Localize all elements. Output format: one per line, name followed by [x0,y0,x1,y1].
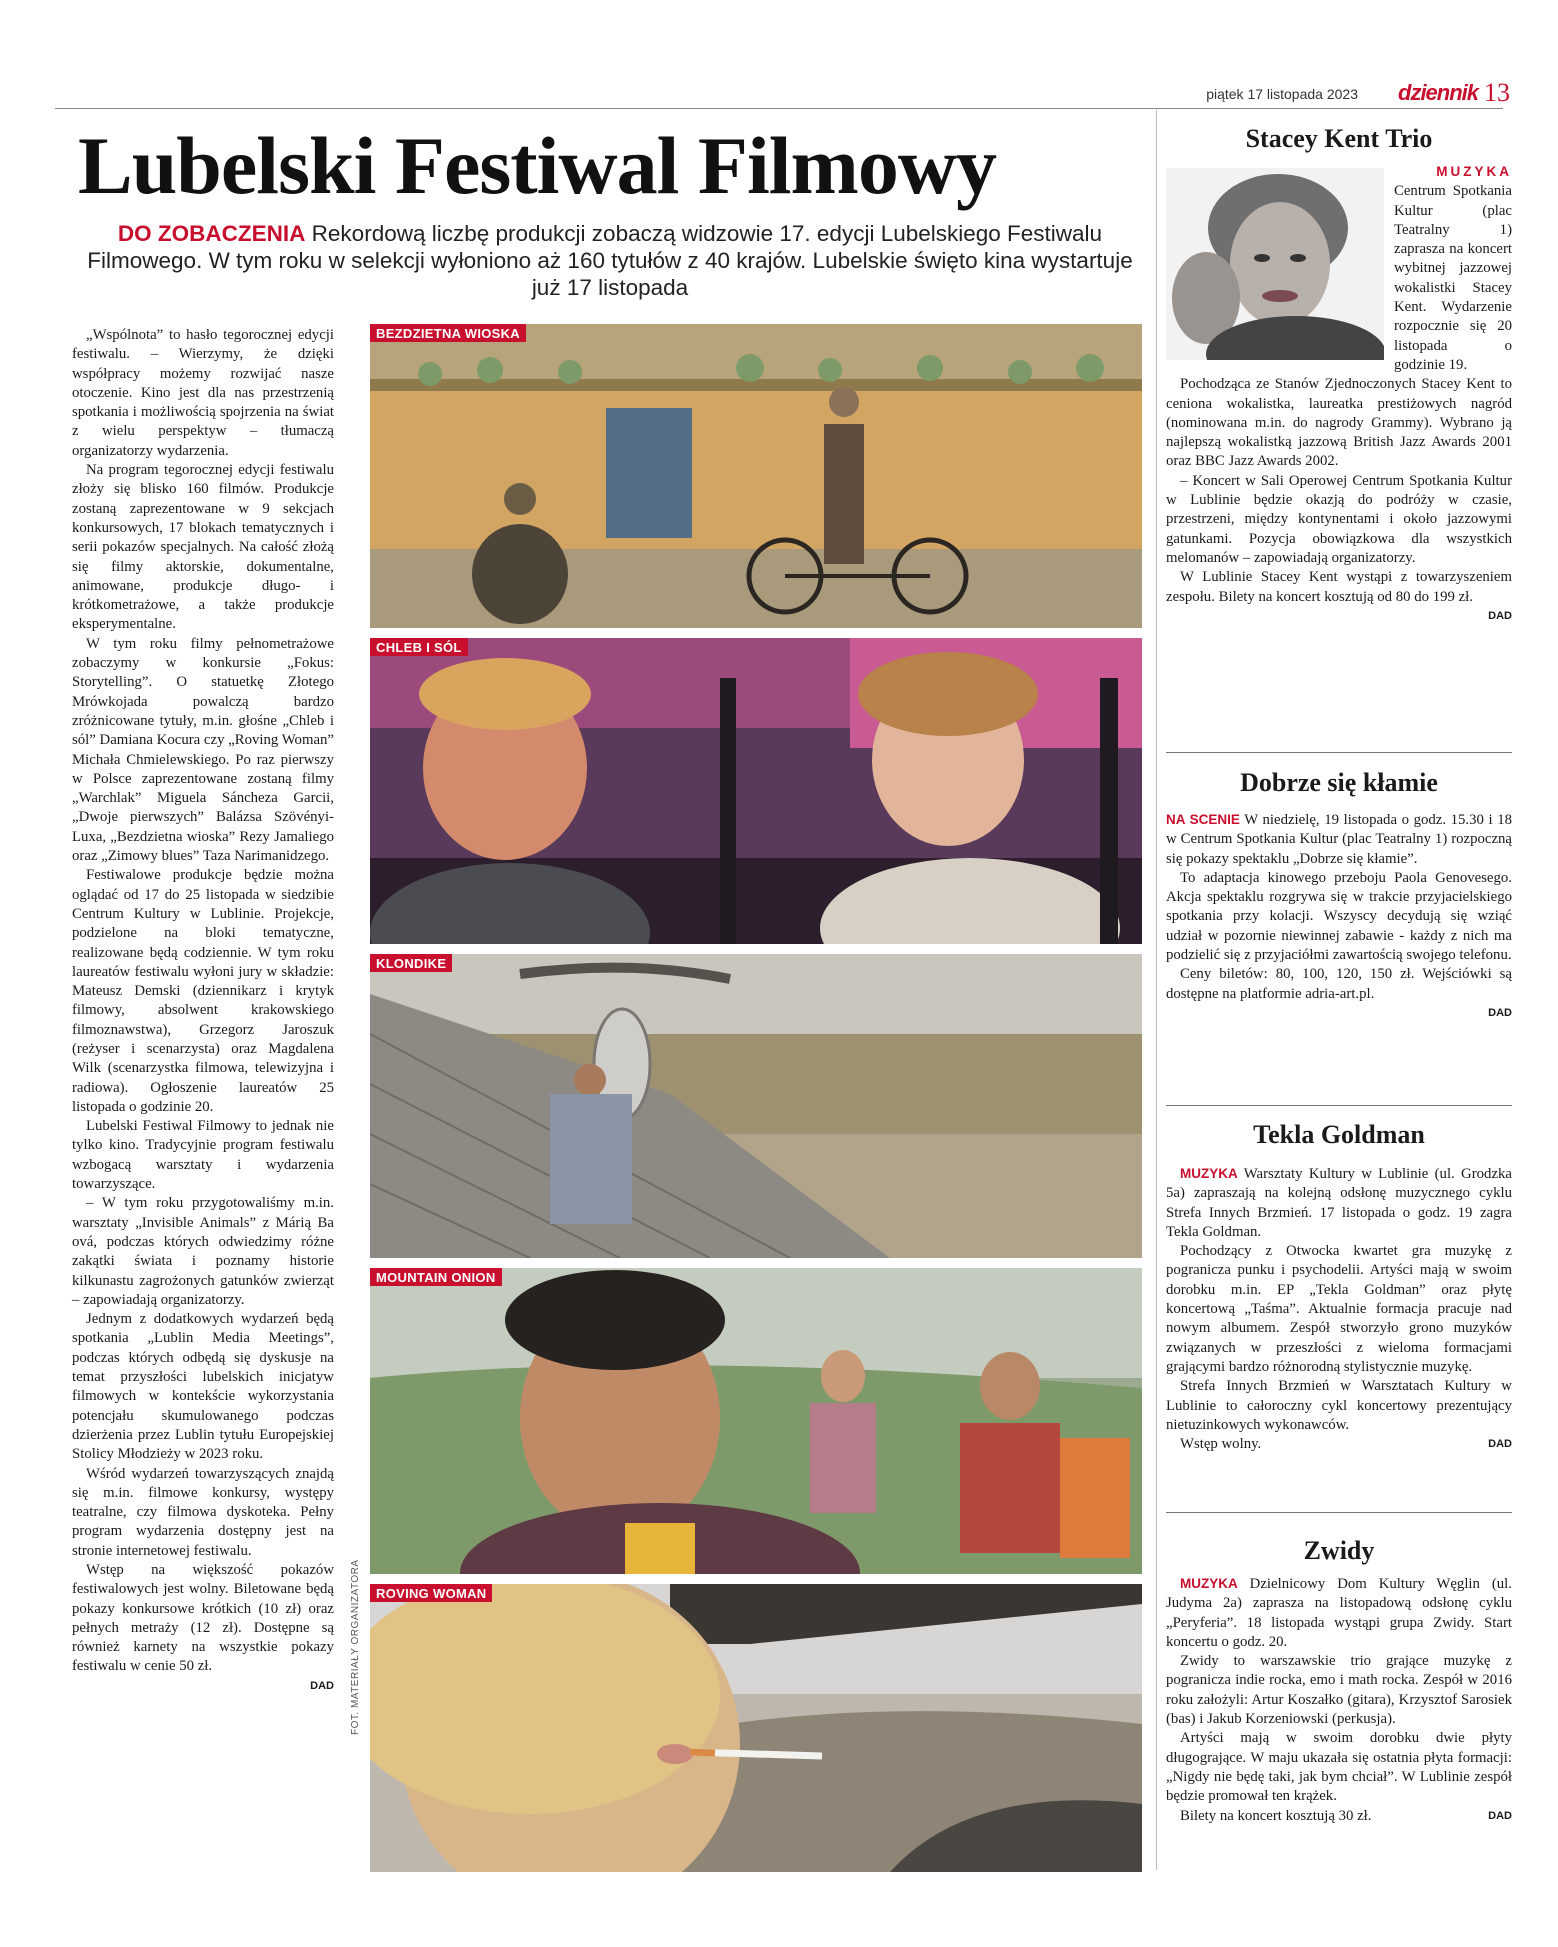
photo-klondike [370,954,1142,1258]
event-paragraph: Wstęp wolny. [1180,1436,1262,1453]
event-title: Stacey Kent Trio [1245,124,1433,153]
newspaper-logo: dziennik [1398,80,1479,105]
body-paragraph: „Wspólnota” to hasło tegorocznej edycji festiwalu. – Wierzymy, że dzięki współpracy możemy rozwijać nasze otoczenie. Kino jest dla nas przestrzenią spotkania i możliwością spojrzenia na świat z wielu perspektyw – tłumaczą organizatorzy wydarzenia. [72,327,334,459]
event-paragraph: Pochodzący z Otwocka kwartet gra muzykę z pogranicza punku i psychodelii. Artyści mają w swoim dorobku m.in. EP „Tekla Goldman” oraz płytę koncertową „Taśma”. Aktualnie formacja pracuje nad nowym albumem. Zespół stworzyło grono muzyków związanych w przeszłości z wieloma formacjami grającymi bardzo różnorodną stylistycznie muzykę. [1166,1243,1512,1375]
author-signature: DAD [1488,609,1512,622]
event-paragraph: W Lublinie Stacey Kent wystąpi z towarzyszeniem zespołu. Bilety na koncert kosztują od 80 do 199 zł. [1166,569,1512,605]
stacey-kent-portrait [1166,168,1384,360]
event-text: W niedzielę, 19 listopada o godz. 15.30 i 18 w Centrum Spotkania Kultur (plac Teatralny 1) rozpoczną się pokazy spektaklu „Dobrze się kłamie”. [1166,812,1512,867]
event-text: Dzielnicowy Dom Kultury Węglin (ul. Judyma 2a) zaprasza na listopadową odsłonę cyklu „Peryferia”. 18 listopada wystąpi grupa Zwidy. Start koncertu o godz. 20. [1166,1576,1512,1650]
section-rule [1166,752,1512,753]
issue-date: piątek 17 listopada 2023 [1206,86,1358,102]
event-tekla-goldman [1166,1120,1512,1455]
body-paragraph: Lubelski Festiwal Filmowy to jednak nie tylko kino. Tradycyjnie program festiwalu wzbogacą warsztaty i wydarzenia towarzyszące. [72,1118,334,1193]
event-dobrze-sie-klamie [1166,768,1512,1023]
section-rule [1166,1105,1512,1106]
children-scene-image [370,1268,1142,1574]
event-paragraph: Artyści mają w swoim dorobku dwie płyty długogrające. W maju ukazała się ostatnia płyta formacji: „Nigdy nie będę taki, jak bym chciał”. W Lublinie zespół będzie promował ten krążek. [1166,1730,1512,1805]
steppe-scene-image [370,954,1142,1258]
event-paragraph [1166,1164,1512,1242]
event-paragraph [1166,1574,1512,1652]
event-paragraph: To adaptacja kinowego przeboju Paola Genovesego. Akcja spektaklu rozgrywa się w trakcie przyjacielskiego spotkania przy kolacji. Wszyscy decydują się wziąć udział w pozornie niewinnej zabawie - każdy z nich ma podzielić się z przyjaciółmi zawartością swojego telefonu. [1166,869,1512,964]
event-text: Warsztaty Kultury w Lublinie (ul. Grodzka 5a) zapraszają na kolejną odsłonę muzycznego cyklu Strefa Innych Brzmień. 17 listopada o godz. 19 zagra Tekla Goldman. [1166,1166,1512,1240]
photo-label: KLONDIKE [370,954,452,972]
event-paragraph: Strefa Innych Brzmień w Warsztatach Kultury w Lublinie to całoroczny cykl koncertowy prezentujący nietuzinkowych wykonawców. [1166,1378,1512,1433]
body-paragraph: Wśród wydarzeń towarzyszących znajdą się m.in. filmowe konkursy, występy teatralne, czy filmowa dyskoteka. Pełny program wydarzenia dostępny jest na stronie internetowej festiwalu. [72,1465,334,1559]
lede-text: Rekordową liczbę produkcji zobaczą widzowie 17. edycji Lubelskiego Festiwalu Filmowego. W tym roku w selekcji wyłoniono aż 160 tytułów z 40 krajów. Lubelskie święto kina wystartuje już 17 listopada [87,221,1133,300]
car-scene-image [370,1584,1142,1872]
ride-scene-image [370,638,1142,944]
photo-chleb-i-sol [370,638,1142,944]
author-signature: DAD [310,1679,334,1692]
event-paragraph: – Koncert w Sali Operowej Centrum Spotkania Kultur w Lublinie będzie okazją do podróży w czasie, przestrzeni, między kontynentami i około jazzowymi gatunkami. Pozycja obowiązkowa dla wszystkich melomanów – zapowiadają organizatorzy. [1166,472,1512,566]
article-body [72,326,334,1696]
lede-kicker: DO ZOBACZENIA [117,221,306,246]
body-paragraph: Na program tegorocznej edycji festiwalu złoży się blisko 160 filmów. Produkcje zostaną zaprezentowane w 9 sekcjach konkursowych, 17 blokach tematycznych i serii pokazów specjalnych. Na całość złożą się filmy aktorskie, dokumentalne, animowane, produkcje długo- i krótkometrażowe, a także produkcje eksperymentalne. [72,462,334,633]
event-title: Tekla Goldman [1253,1120,1425,1149]
event-paragraph: Bilety na koncert kosztują 30 zł. [1180,1807,1372,1824]
body-paragraph: Festiwalowe produkcje będzie można oglądać od 17 do 25 listopada w siedzibie Centrum Kultury w Lublinie. Projekcje, podzielone na bloki tematyczne, realizowane będą codziennie. W tym roku laureatów festiwalu wyłoni jury w składzie: Mateusz Demski (dziennikarz i krytyk filmowy, absolwent krakowskiego filmoznawstwa), Grzegorz Jaroszuk (reżyser i scenarzysta) oraz Magdalena Wilk (scenarzystka filmowa, telewizyjna i radiowa). Ogłoszenie laureatów 25 listopada o godzinie 20. [72,867,334,1115]
event-paragraph: Centrum Spotkania Kultur (plac Teatralny 1) zaprasza na koncert wybitnej jazzowej wokalistki Stacey Kent. Wydarzenie rozpocznie się 20 listopada o godzinie 19. [1394,183,1512,373]
page-number: 13 [1484,78,1510,107]
kicker-label: MUZYKA [1180,1166,1238,1181]
column-divider [1156,110,1157,1870]
author-signature: DAD [1488,1006,1512,1019]
photo-mountain-onion [370,1268,1142,1574]
author-signature: DAD [1488,1809,1512,1822]
kicker-label: MUZYKA [1436,164,1512,179]
body-paragraph: – W tym roku przygotowaliśmy m.in. warsztaty „Invisible Animals” z Márią Ba ová, podczas których odwiedzimy różne zakątki świata i poznamy historie kilkunastu zagrożonych gatunków zwierząt – zapowiadają organizatorzy. [72,1195,334,1308]
body-paragraph: W tym roku filmy pełnometrażowe zobaczymy w konkursie „Fokus: Storytelling”. O statuetkę Złotego Mrówkojada powalczą bardzo zróżnicowane tytuły, m.in. głośne „Chleb i sól” Damiana Kocura czy „Roving Woman” Michała Chmielewskiego. Po raz pierwszy w Polsce zaprezentowane zostaną filmy „Warchlak” Miguela Sáncheza Garcii, „Dwoje pierwszych” Balázsa Szövényi-Luxa, „Bezdzietna wioska” Rezy Jamaliego oraz „Zimowy blues” Taza Narimanidzego. [72,635,334,865]
photo-bezdzietna-wioska [370,324,1142,628]
village-scene-image [370,324,1142,628]
event-zwidy [1166,1536,1512,1826]
event-paragraph: Pochodząca ze Stanów Zjednoczonych Stacey Kent to ceniona wokalistka, laureatka prestiżowych nagród (nominowana m.in. do nagrody Grammy). Wybrano ją najlepszą wokalistką jazzową British Jazz Awards 2001 oraz BBC Jazz Awards 2002. [1166,376,1512,470]
kicker-label: MUZYKA [1180,1576,1238,1591]
article-lede [70,220,1150,301]
event-stacey-kent [1166,124,1512,626]
photo-label: BEZDZIETNA WIOSKA [370,324,526,342]
photo-label: ROVING WOMAN [370,1584,492,1602]
photo-roving-woman [370,1584,1142,1872]
photo-credit: FOT. MATERIAŁY ORGANIZATORA [350,1559,361,1735]
author-signature: DAD [1488,1438,1512,1451]
header-rule [55,108,1503,109]
photo-label: MOUNTAIN ONION [370,1268,502,1286]
event-paragraph: Zwidy to warszawskie trio grające muzykę z pogranicza indie rocka, emo i math rocka. Zespół w 2016 roku założyli: Artur Koszałko (gitara), Krzysztof Sarosiek (bas) i Jakub Korzeniowski (perkusja). [1166,1653,1512,1728]
body-paragraph: Jednym z dodatkowych wydarzeń będą spotkania „Lublin Media Meetings”, podczas których odbędą się dyskusje na temat przyszłości lubelskich inicjatyw filmowych w kontekście wykorzystania potencjału skumulowanego podczas dzierżenia przez Lublin tytułu Europejskiej Stolicy Młodzieży w 2023 roku. [72,1311,334,1463]
event-title: Dobrze się kłamie [1240,768,1438,797]
kicker-label: NA SCENIE [1166,812,1240,827]
section-rule [1166,1512,1512,1513]
body-paragraph: Wstęp na większość pokazów festiwalowych jest wolny. Biletowane będą pokazy konkursowe krótkich (10 zł) oraz pełnych metraży (12 zł). Dostępne są również karnety na wszystkie pokazy festiwalu w cenie 50 zł. [72,1562,334,1675]
event-paragraph: Ceny biletów: 80, 100, 120, 150 zł. Wejściówki są dostępne na platformie adria-art.pl. [1166,966,1512,1002]
event-title: Zwidy [1303,1536,1375,1565]
event-paragraph [1166,810,1512,869]
photo-label: CHLEB I SÓL [370,638,468,656]
article-title: Lubelski Festiwal Filmowy [78,120,997,211]
